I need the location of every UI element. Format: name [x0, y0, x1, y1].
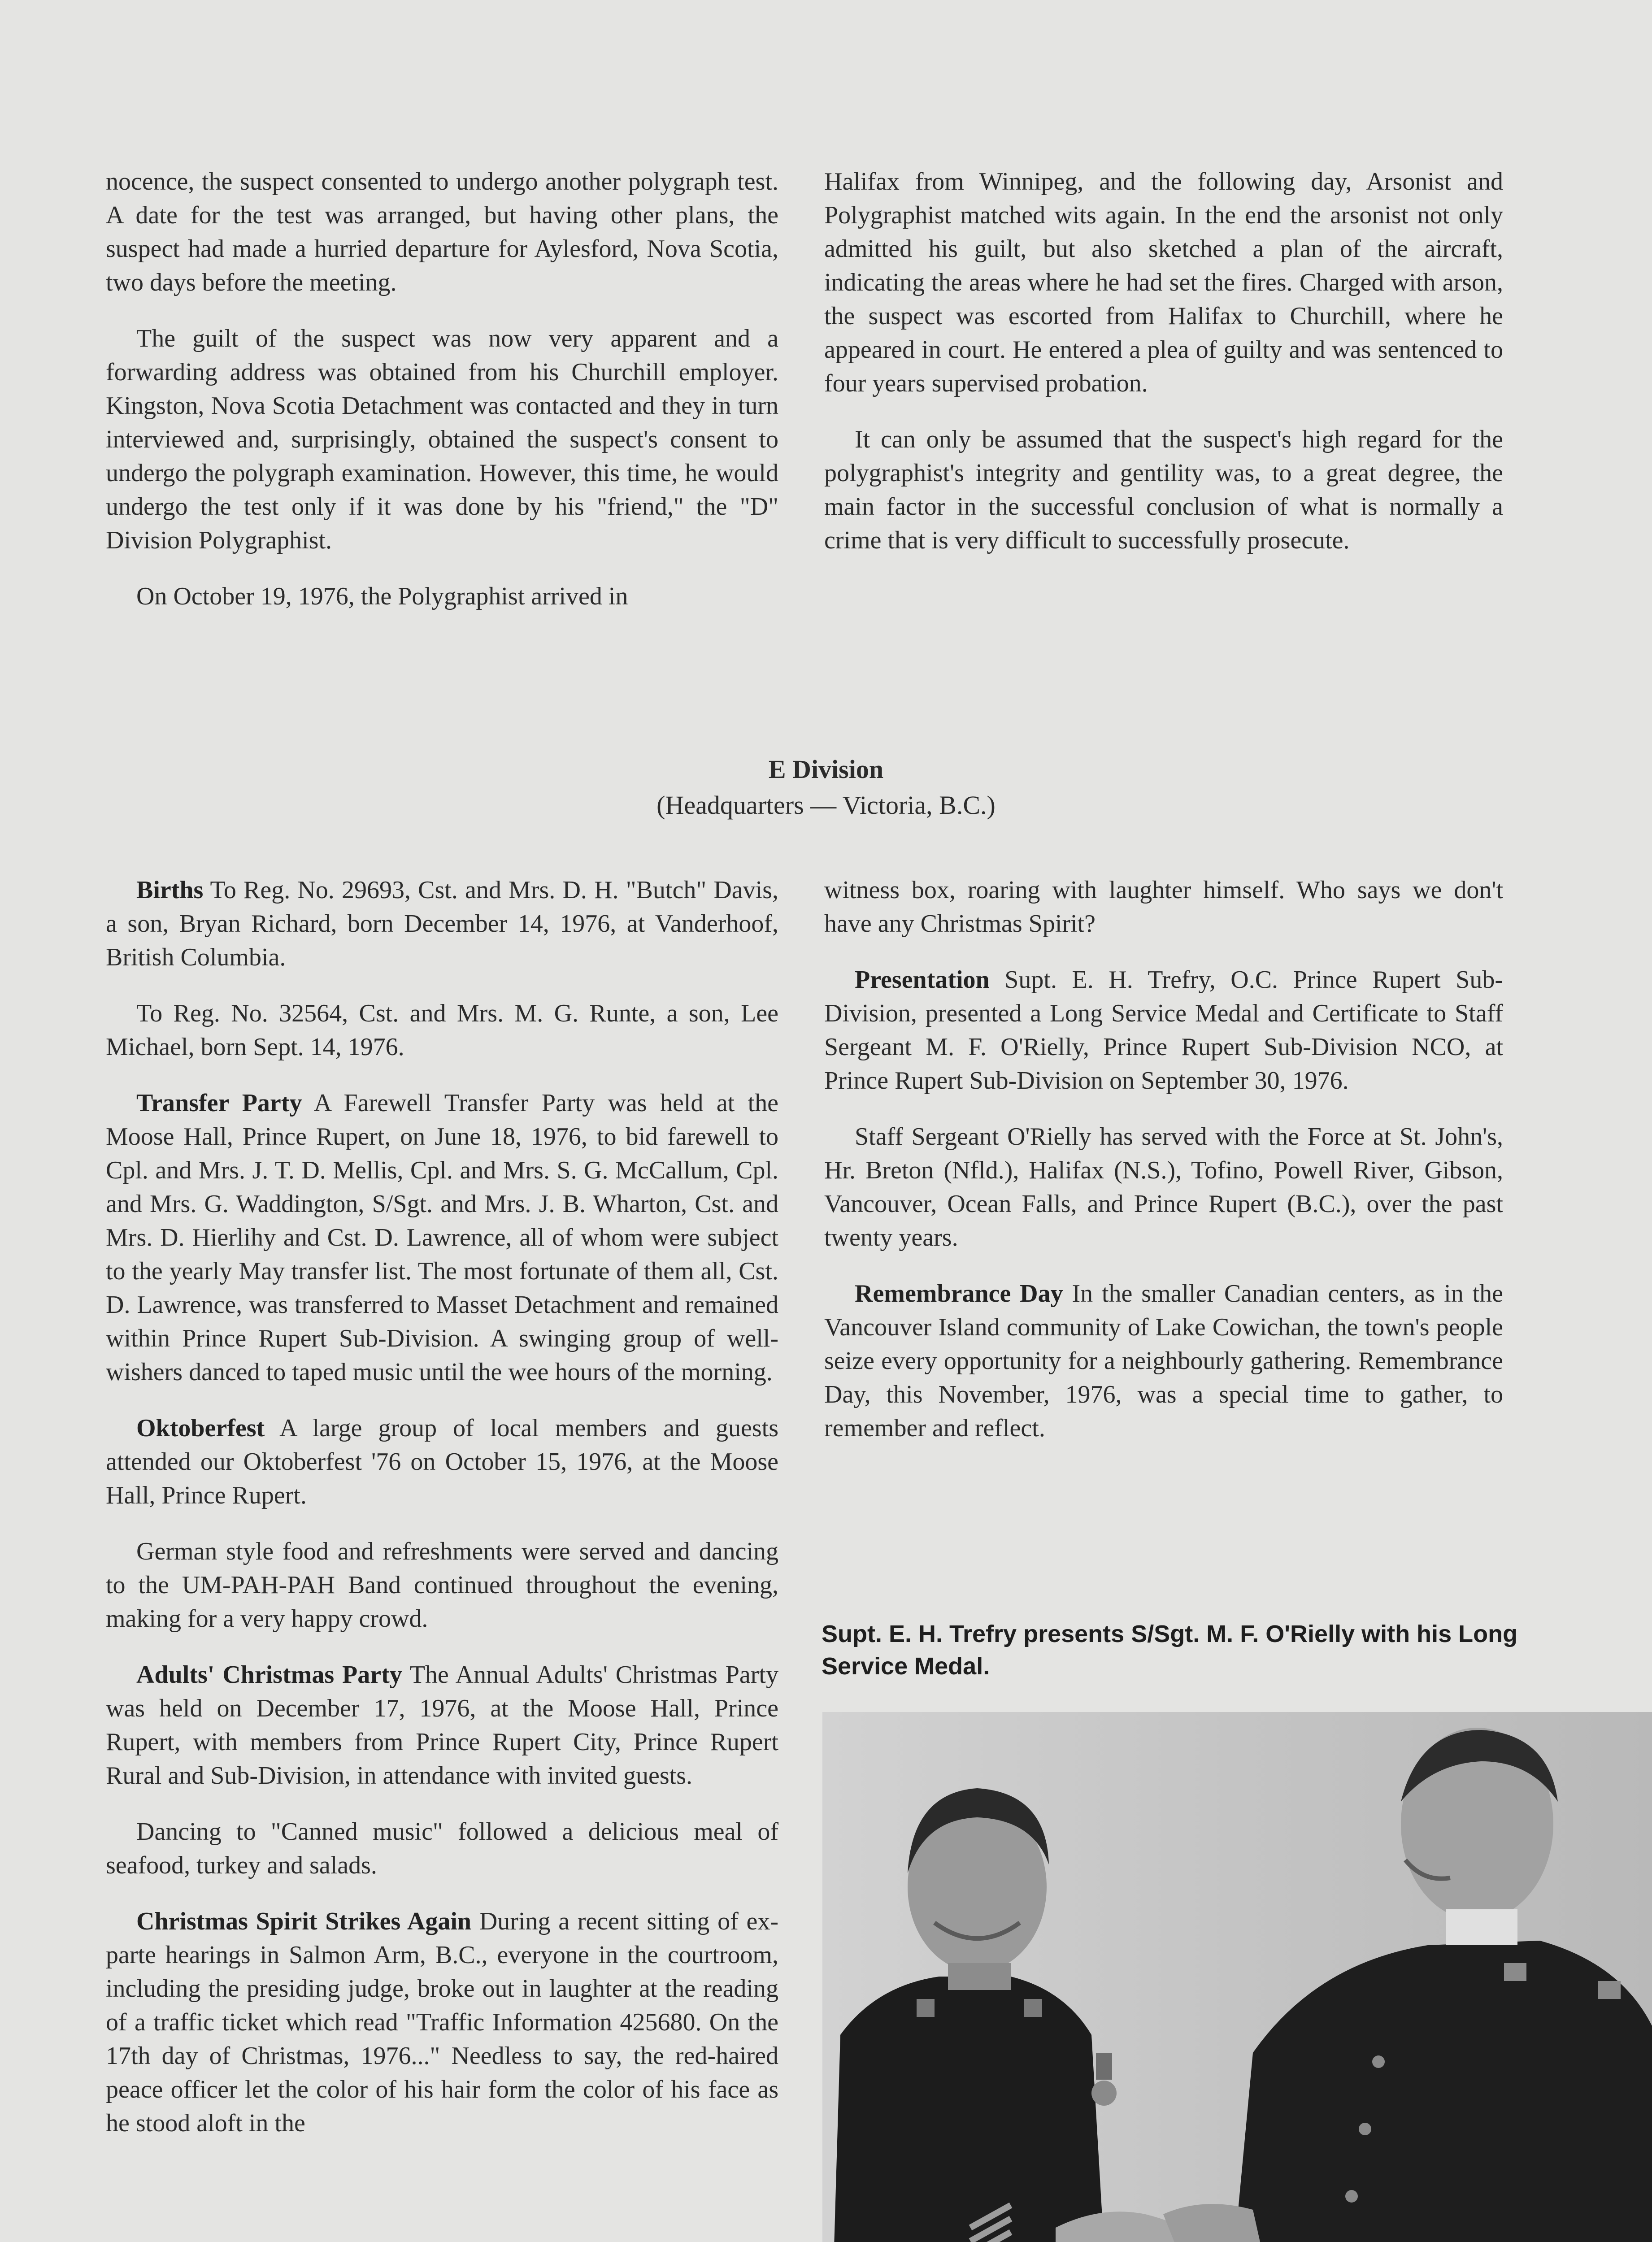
paragraph: nocence, the suspect consented to undergo another polygraph test. A date for the test was arranged, but having other plans, the suspect had made a hurried departure for Aylesford, Nova Scotia, two days before the meeting.	[106, 168, 778, 296]
section-title: E Division	[768, 755, 884, 784]
adults-paragraph	[106, 1658, 778, 1793]
transfer-heading: Transfer Party	[136, 1089, 302, 1117]
paragraph: To Reg. No. 32564, Cst. and Mrs. M. G. Runte, a son, Lee Michael, born Sept. 14, 1976.	[106, 999, 778, 1061]
oktoberfest-heading: Oktoberfest	[136, 1414, 265, 1442]
spirit-paragraph	[106, 1905, 778, 2140]
paragraph-text: The Annual Adults' Christmas Party was held on December 17, 1976, at the Moose Hall, Prince Rupert, with members from Prince Rupert City, Prince Rupert Rural and Sub-Division, in attendance with invited guests.	[106, 1661, 778, 1790]
photo-medal-presentation	[822, 1712, 1652, 2242]
paragraph: It can only be assumed that the suspect's high regard for the polygraphist's integrity and gentility was, to a great degree, the main factor in the successful conclusion of what is normally a crime that is very difficult to successfully prosecute.	[824, 426, 1503, 554]
paragraph: Dancing to "Canned music" followed a delicious meal of seafood, turkey and salads.	[106, 1818, 778, 1879]
paragraph: Staff Sergeant O'Rielly has served with the Force at St. John's, Hr. Breton (Nfld.), Halifax (N.S.), Tofino, Powell River, Gibson, Vancouver, Ocean Falls, and Prince Rupert (B.C.), over the past twenty years.	[824, 1123, 1503, 1251]
section-subtitle: (Headquarters — Victoria, B.C.)	[656, 791, 996, 820]
spirit-heading: Christmas Spirit Strikes Again	[136, 1907, 472, 1935]
section-heading	[0, 752, 1652, 823]
paragraph-text: In the smaller Canadian centers, as in the Vancouver Island community of Lake Cowichan, the town's people seize every opportunity for a neighbourly gathering. Remembrance Day, this November, 1976, was a special time to gather, to remember and reflect.	[824, 1280, 1503, 1442]
photo-caption: Supt. E. H. Trefry presents S/Sgt. M. F. O'Rielly with his Long Service Medal.	[822, 1621, 1518, 1680]
paragraph: Halifax from Winnipeg, and the following day, Arsonist and Polygraphist matched wits again. In the end the arsonist not only admitted his guilt, but also sketched a plan of the aircraft, indicating the areas where he had set the fires. Charged with arson, the suspect was escorted from Halifax to Churchill, where he appeared in court. He entered a plea of guilty and was sentenced to four years supervised probation.	[824, 168, 1503, 397]
births-paragraph	[106, 873, 778, 974]
bottom-left-column	[106, 873, 778, 2163]
presentation-paragraph	[824, 963, 1503, 1098]
paragraph: On October 19, 1976, the Polygraphist arrived in	[136, 582, 628, 610]
paragraph-text: Supt. E. H. Trefry, O.C. Prince Rupert Sub-Division, presented a Long Service Medal and Certificate to Staff Sergeant M. F. O'Rielly, Prince Rupert Sub-Division NCO, at Prince Rupert Sub-Division on September 30, 1976.	[824, 966, 1503, 1095]
paragraph-text: A large group of local members and guests attended our Oktoberfest '76 on October 15, 1976, at the Moose Hall, Prince Rupert.	[106, 1414, 778, 1509]
births-heading: Births	[136, 876, 204, 904]
oktoberfest-paragraph	[106, 1412, 778, 1512]
paragraph-text: During a recent sitting of ex-parte hearings in Salmon Arm, B.C., everyone in the courtroom, including the presiding judge, broke out in laughter at the reading of a traffic ticket which read "Traffic Information 425680. On the 17th day of Christmas, 1976..." Needless to say, the red-haired peace officer let the color of his hair form the color of his face as he stood aloft in the	[106, 1907, 778, 2137]
paragraph: witness box, roaring with laughter himself. Who says we don't have any Christmas Spirit?	[824, 876, 1503, 938]
presentation-heading: Presentation	[855, 966, 990, 994]
transfer-paragraph	[106, 1086, 778, 1389]
remembrance-heading: Remembrance Day	[855, 1280, 1063, 1308]
paragraph-text: A Farewell Transfer Party was held at the Moose Hall, Prince Rupert, on June 18, 1976, to bid farewell to Cpl. and Mrs. J. T. D. Mellis, Cpl. and Mrs. S. G. McCallum, Cpl. and Mrs. G. Waddington, S/Sgt. and Mrs. J. B. Wharton, Cst. and Mrs. D. Hierlihy and Cst. D. Lawrence, all of whom were subject to the yearly May transfer list. The most fortunate of them all, Cst. D. Lawrence, was transferred to Masset Detachment and remained within Prince Rupert Sub-Division. A swinging group of well-wishers danced to taped music until the wee hours of the morning.	[106, 1089, 779, 1386]
top-right-column	[824, 165, 1503, 580]
paragraph: The guilt of the suspect was now very apparent and a forwarding address was obtained from his Churchill employer. Kingston, Nova Scotia Detachment was contacted and they in turn interviewed and, surprisingly, obtained the suspect's consent to undergo the polygraph examination. However, this time, he would undergo the test only if it was done by his "friend," the "D" Division Polygraphist.	[106, 325, 778, 554]
remembrance-paragraph	[824, 1277, 1503, 1445]
bottom-right-column	[824, 873, 1503, 1468]
adults-heading: Adults' Christmas Party	[136, 1661, 402, 1689]
top-left-column	[106, 165, 778, 636]
paragraph-text: To Reg. No. 29693, Cst. and Mrs. D. H. "Butch" Davis, a son, Bryan Richard, born December 14, 1976, at Vanderhoof, British Columbia.	[106, 876, 778, 971]
paragraph: German style food and refreshments were served and dancing to the UM-PAH-PAH Band continued throughout the evening, making for a very happy crowd.	[106, 1538, 778, 1633]
